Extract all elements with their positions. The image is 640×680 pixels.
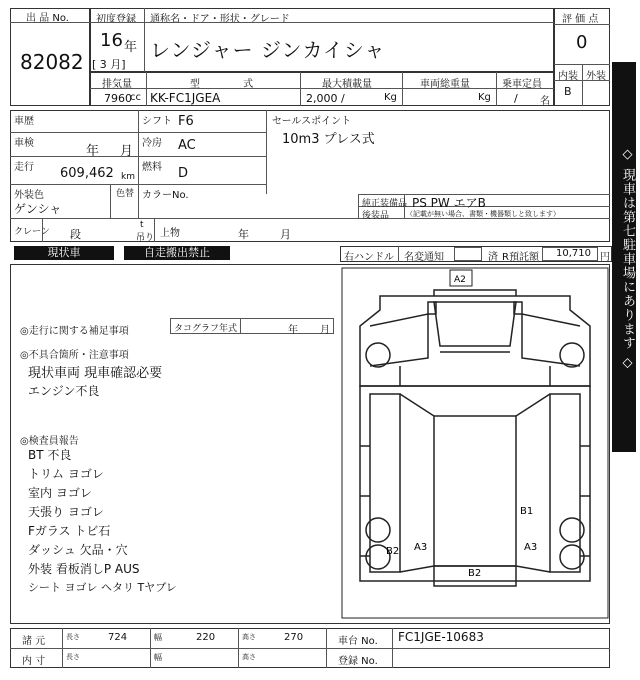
- disp-unit: cc: [130, 92, 141, 103]
- sales-label: セールスポイント: [272, 116, 352, 127]
- chassis-label: 車台 No.: [338, 636, 378, 647]
- report-line: 室内 ヨゴレ: [28, 486, 92, 500]
- color-no-label: カラーNo.: [142, 190, 189, 201]
- r-deposit-label: R預託額: [502, 252, 539, 263]
- ac-label: 冷房: [142, 138, 162, 149]
- history-label: 車歴: [14, 116, 34, 127]
- gross-label: 車両総重量: [420, 79, 470, 90]
- report-line: Fガラス トビ石: [28, 524, 111, 538]
- inner-dims-label: 内 寸: [22, 656, 46, 667]
- load-label: 最大積載量: [322, 79, 372, 90]
- report-line: 天張り ヨゴレ: [28, 505, 104, 519]
- crane-steps: 段: [70, 228, 81, 241]
- cap-unit: 名: [540, 96, 550, 107]
- crane-hang: 吊り: [136, 233, 155, 243]
- retro-note: （記載が無い場合、書類・機器類しと致します）: [406, 210, 560, 218]
- load-unit: Kg: [384, 92, 397, 103]
- report-line: BT 不良: [28, 448, 72, 462]
- damage-mark: B1: [520, 506, 534, 517]
- inner-hgt-label: 高さ: [242, 653, 256, 661]
- interior-grade: B: [564, 85, 572, 98]
- current-state-badge: 現状車: [14, 246, 114, 260]
- defect-title: ◎不具合箇所・注意事項: [20, 350, 129, 361]
- hgt-label: 高さ: [242, 633, 256, 641]
- reg-year-unit: 年: [124, 40, 138, 55]
- recycle-flag: 済: [488, 252, 498, 263]
- inspect-label: 車検: [14, 138, 34, 149]
- mileage-unit: km: [121, 172, 135, 182]
- name-label: 通称名・ドア・形状・グレード: [150, 14, 290, 25]
- len-value: 724: [108, 632, 128, 643]
- inner-wid-label: 幅: [154, 653, 162, 662]
- dims-label: 諸 元: [22, 636, 46, 647]
- lot-label: 出 品 No.: [26, 13, 69, 24]
- score-label: 評 価 点: [562, 14, 599, 25]
- equip-value: PS PW エアB: [412, 196, 486, 210]
- crane-ton: t: [140, 220, 144, 230]
- inspector-title: ◎検査員報告: [20, 436, 79, 447]
- retro-label: 後装品: [362, 211, 390, 221]
- fuel-value: D: [178, 166, 189, 181]
- name-change-label: 名変通知: [404, 252, 444, 263]
- color-label: 外装色: [14, 190, 44, 201]
- rhd-flag: 右ハンドル: [344, 252, 394, 263]
- crane-label: クレーン: [14, 227, 50, 237]
- drive-notes-title: ◎走行に関する補足事項: [20, 326, 129, 337]
- wid-label: 幅: [154, 633, 162, 642]
- score-value: 0: [576, 32, 588, 53]
- disp-label: 排気量: [102, 79, 132, 90]
- len-label: 長さ: [66, 633, 80, 641]
- inspect-year: 年: [86, 144, 100, 159]
- truck-diagram: [340, 266, 612, 622]
- fuel-label: 燃料: [142, 162, 162, 173]
- upper-month: 月: [280, 228, 291, 241]
- report-line: 外装 看板消しP AUS: [28, 562, 140, 576]
- tacho-month: 月: [320, 325, 330, 336]
- defect-line: エンジン不良: [28, 384, 100, 398]
- report-line: ダッシュ 欠品・穴: [28, 543, 128, 557]
- lot-number: 82082: [20, 50, 84, 74]
- tacho-year: 年: [288, 325, 298, 336]
- defect-line: 現状車両 現車確認必要: [28, 366, 163, 381]
- shift-value: F6: [178, 114, 194, 129]
- disp-value: 7960: [104, 92, 132, 105]
- ac-value: AC: [178, 138, 196, 153]
- r-unit: 円: [600, 252, 610, 263]
- tacho-label: タコグラフ年式: [174, 324, 238, 334]
- damage-mark: A3: [524, 542, 538, 553]
- mileage-value: 609,462: [60, 166, 114, 181]
- cap-value: /: [514, 92, 518, 105]
- damage-mark: A2: [454, 275, 466, 285]
- inspect-month: 月: [120, 144, 134, 159]
- damage-mark: A3: [414, 542, 428, 553]
- name-change-box: [454, 247, 482, 261]
- report-line: トリム ヨゴレ: [28, 467, 104, 481]
- inner-len-label: 長さ: [66, 653, 80, 661]
- reg-no-label: 登録 No.: [338, 656, 378, 667]
- no-self-drive-badge: 自走搬出禁止: [124, 246, 230, 260]
- upper-year: 年: [238, 228, 249, 241]
- wid-value: 220: [196, 632, 216, 643]
- damage-mark: B2: [386, 546, 400, 557]
- color-value: ゲンシャ: [14, 202, 62, 216]
- model-value: KK-FC1JGEA: [150, 91, 221, 105]
- sales-value: 10m3 プレス式: [282, 132, 375, 147]
- shift-label: シフト: [142, 116, 172, 127]
- model-label: 型 式: [190, 79, 254, 90]
- equip-label: 純正装備品: [362, 199, 408, 209]
- load-value: 2,000 /: [306, 92, 345, 105]
- cap-label: 乗車定員: [502, 79, 542, 90]
- gross-unit: Kg: [478, 92, 491, 103]
- reg-label: 初度登録: [96, 14, 136, 25]
- mileage-label: 走行: [14, 162, 34, 173]
- chassis-value: FC1JGE-10683: [398, 630, 484, 644]
- exterior-label: 外装: [586, 71, 606, 82]
- damage-mark: B2: [468, 568, 482, 579]
- upper-label: 上物: [160, 228, 180, 239]
- reg-year: 16: [100, 30, 123, 51]
- reg-month: [ 3 月]: [92, 58, 126, 71]
- car-name: レンジャー ジンカイシャ: [150, 38, 386, 62]
- color-change-label: 色替: [116, 189, 135, 199]
- hgt-value: 270: [284, 632, 304, 643]
- r-deposit-value: 10,710: [556, 248, 591, 259]
- location-side-note: ◇ 現車は第七駐車場にあります ◇: [612, 62, 636, 452]
- interior-label: 内装: [558, 71, 578, 82]
- report-line: シート ヨゴレ ヘタリ Tヤブレ: [28, 581, 177, 594]
